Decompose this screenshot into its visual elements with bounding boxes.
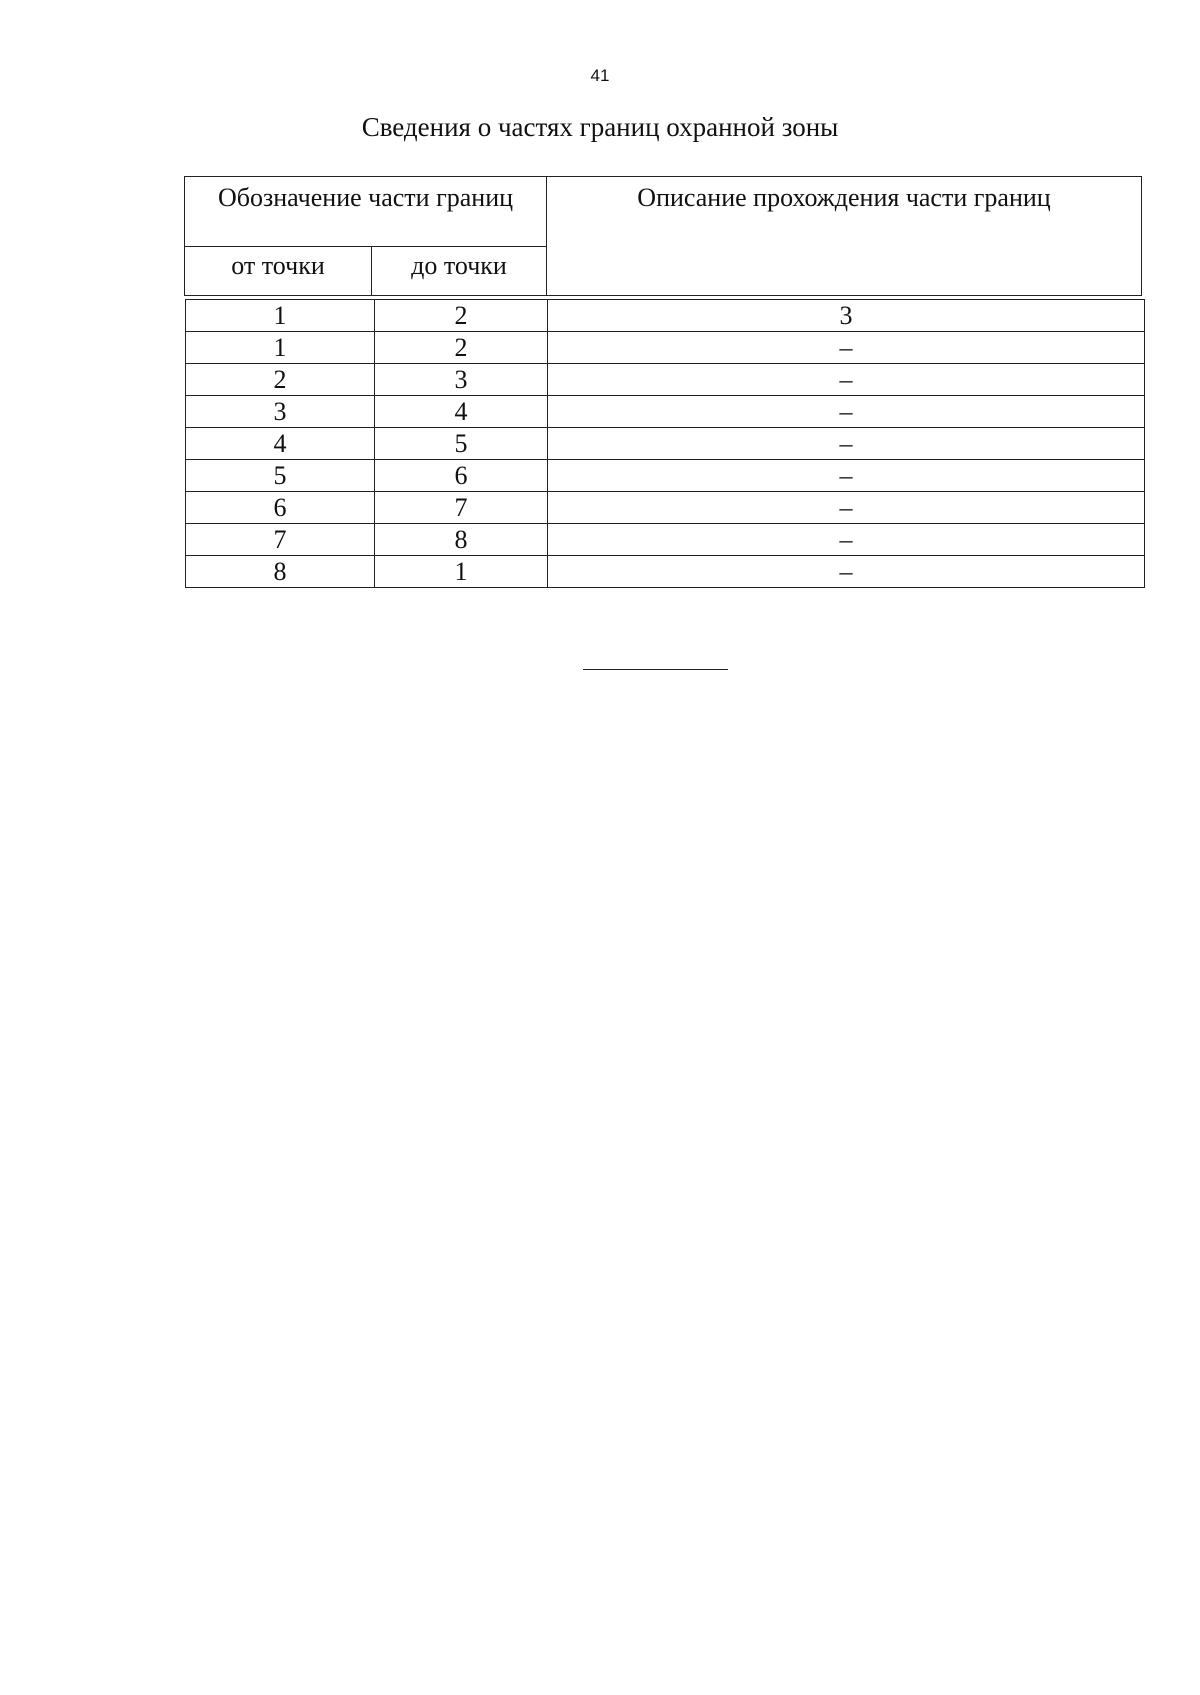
end-divider-line	[583, 669, 728, 670]
table-row	[186, 460, 1145, 492]
cell-description: –	[548, 364, 1145, 396]
cell-description: –	[548, 332, 1145, 364]
table-row	[186, 428, 1145, 460]
table-row	[186, 396, 1145, 428]
cell-description: –	[548, 460, 1145, 492]
cell-from-point: 4	[186, 428, 375, 460]
table-header	[184, 176, 1142, 296]
table-row	[186, 492, 1145, 524]
table-row	[186, 364, 1145, 396]
cell-to-point: 1	[375, 556, 548, 588]
table-row	[186, 332, 1145, 364]
header-description: Описание прохождения части границ	[637, 183, 1051, 212]
column-number: 1	[186, 300, 375, 332]
cell-to-point: 7	[375, 492, 548, 524]
document-title: Сведения о частях границ охранной зоны	[361, 112, 839, 142]
table-row	[186, 556, 1145, 588]
cell-from-point: 8	[186, 556, 375, 588]
column-number: 3	[548, 300, 1145, 332]
cell-to-point: 5	[375, 428, 548, 460]
boundary-parts-table	[185, 299, 1145, 588]
cell-from-point: 2	[186, 364, 375, 396]
page-number: 41	[590, 66, 610, 85]
cell-to-point: 6	[375, 460, 548, 492]
column-number: 2	[375, 300, 548, 332]
cell-description: –	[548, 428, 1145, 460]
cell-to-point: 2	[375, 332, 548, 364]
cell-from-point: 3	[186, 396, 375, 428]
table-row	[186, 524, 1145, 556]
cell-to-point: 3	[375, 364, 548, 396]
cell-from-point: 5	[186, 460, 375, 492]
cell-to-point: 4	[375, 396, 548, 428]
cell-description: –	[548, 524, 1145, 556]
cell-description: –	[548, 396, 1145, 428]
cell-from-point: 1	[186, 332, 375, 364]
header-to-point: до точки	[372, 247, 547, 295]
cell-to-point: 8	[375, 524, 548, 556]
header-from-point: от точки	[185, 247, 372, 295]
cell-from-point: 6	[186, 492, 375, 524]
cell-from-point: 7	[186, 524, 375, 556]
column-number-row	[186, 300, 1145, 332]
header-designation: Обозначение части границ	[185, 177, 547, 247]
cell-description: –	[548, 556, 1145, 588]
cell-description: –	[548, 492, 1145, 524]
